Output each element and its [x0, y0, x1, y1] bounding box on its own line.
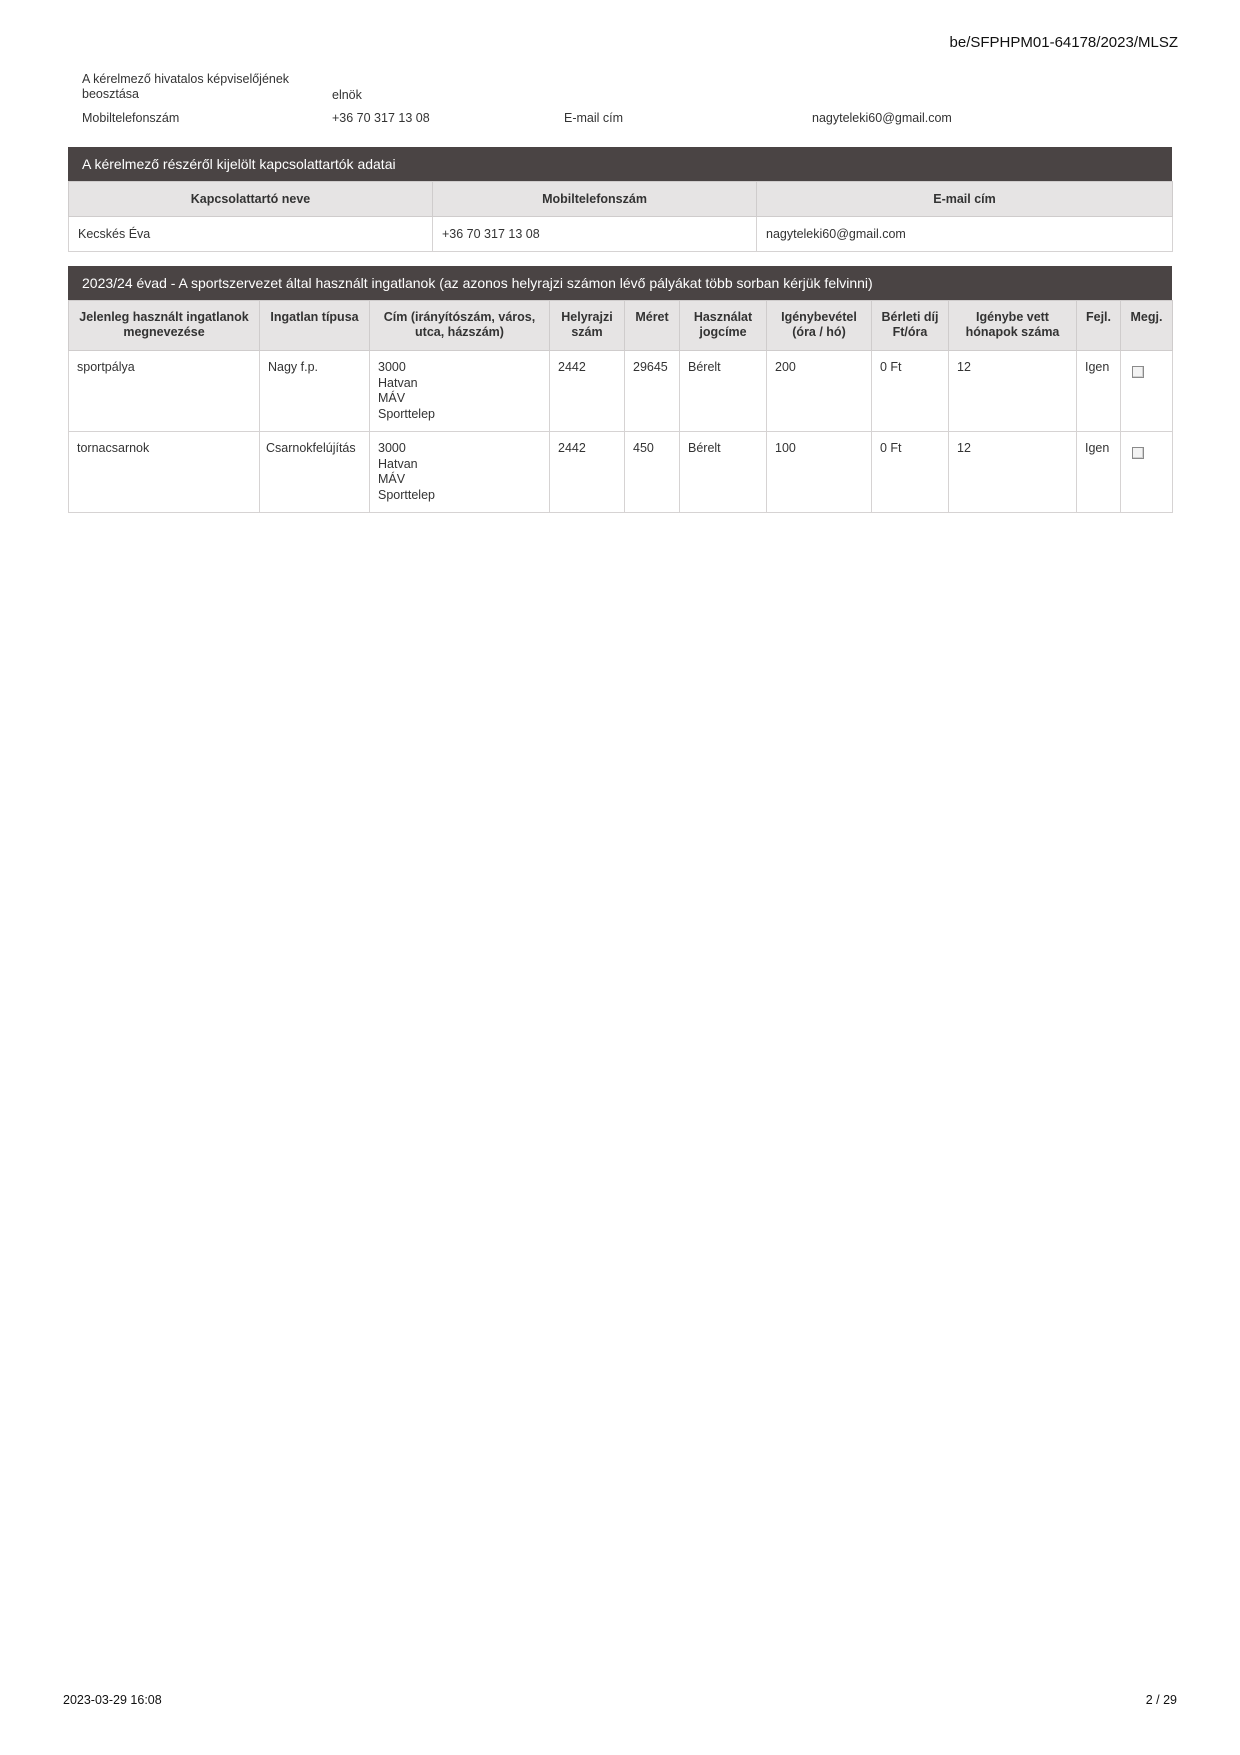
table-row — [69, 432, 1173, 513]
column-header: Méret — [625, 301, 680, 351]
address-line: Hatvan — [378, 375, 418, 390]
property-size: 450 — [625, 432, 680, 513]
contact-email: nagyteleki60@gmail.com — [757, 217, 1173, 252]
properties-section-title: 2023/24 évad - A sportszervezet által használt ingatlanok (az azonos helyrajzi számon lévő pályákat több sorban kérjük felvinni) — [68, 266, 1172, 300]
email-label: E-mail cím — [564, 111, 624, 125]
footer-timestamp: 2023-03-29 16:08 — [63, 1693, 162, 1707]
property-lot-number: 2442 — [550, 432, 625, 513]
properties-section — [68, 266, 1172, 513]
contacts-section — [68, 147, 1172, 252]
column-header: Használat jogcíme — [680, 301, 767, 351]
contacts-section-title: A kérelmező részéről kijelölt kapcsolattartók adatai — [68, 147, 1172, 181]
property-note — [1121, 351, 1173, 432]
contacts-table — [68, 181, 1173, 252]
property-size: 29645 — [625, 351, 680, 432]
property-note — [1121, 432, 1173, 513]
property-name: tornacsarnok — [69, 432, 260, 513]
note-checkbox[interactable] — [1132, 447, 1144, 459]
property-type: Csarnokfelújítás — [260, 432, 370, 513]
property-usage-title: Bérelt — [680, 432, 767, 513]
address-line: 3000 — [378, 360, 406, 374]
position-value: elnök — [332, 88, 362, 102]
address-line: Sporttelep — [378, 406, 435, 421]
property-address — [370, 432, 550, 513]
column-header: Fejl. — [1077, 301, 1121, 351]
property-development: Igen — [1077, 432, 1121, 513]
property-lot-number: 2442 — [550, 351, 625, 432]
column-header: Kapcsolattartó neve — [69, 182, 433, 217]
column-header: Cím (irányítószám, város, utca, házszám) — [370, 301, 550, 351]
mobile-value: +36 70 317 13 08 — [332, 111, 430, 125]
properties-header-row — [69, 301, 1173, 351]
column-header: Jelenleg használt ingatlanok megnevezése — [69, 301, 260, 351]
address-line: Hatvan — [378, 456, 418, 471]
document-reference: be/SFPHPM01-64178/2023/MLSZ — [949, 34, 1178, 51]
column-header: Igénybe vett hónapok száma — [949, 301, 1077, 351]
property-type: Nagy f.p. — [260, 351, 370, 432]
column-header: Igénybevétel (óra / hó) — [767, 301, 872, 351]
column-header: Ingatlan típusa — [260, 301, 370, 351]
table-row — [69, 217, 1173, 252]
property-months: 12 — [949, 432, 1077, 513]
mobile-label: Mobiltelefonszám — [82, 111, 180, 125]
contact-name: Kecskés Éva — [69, 217, 433, 252]
property-usage-title: Bérelt — [680, 351, 767, 432]
position-label: A kérelmező hivatalos képviselőjének beosztása — [82, 72, 290, 101]
contact-mobile: +36 70 317 13 08 — [433, 217, 757, 252]
email-value: nagyteleki60@gmail.com — [812, 111, 952, 125]
address-line: Sporttelep — [378, 487, 435, 502]
representative-info — [82, 68, 1172, 126]
property-rental-fee: 0 Ft — [872, 432, 949, 513]
property-months: 12 — [949, 351, 1077, 432]
properties-table — [68, 300, 1173, 513]
column-header: Megj. — [1121, 301, 1173, 351]
page-number: 2 / 29 — [1145, 1693, 1177, 1707]
contacts-header-row — [69, 182, 1173, 217]
property-address — [370, 351, 550, 432]
property-name: sportpálya — [69, 351, 260, 432]
column-header: E-mail cím — [757, 182, 1173, 217]
column-header: Bérleti díj Ft/óra — [872, 301, 949, 351]
address-line: MÁV — [378, 391, 406, 405]
property-usage-hours: 100 — [767, 432, 872, 513]
table-row — [69, 351, 1173, 432]
column-header: Mobiltelefonszám — [433, 182, 757, 217]
property-usage-hours: 200 — [767, 351, 872, 432]
column-header: Helyrajzi szám — [550, 301, 625, 351]
address-line: MÁV — [378, 472, 406, 486]
address-line: 3000 — [378, 441, 406, 455]
note-checkbox[interactable] — [1132, 366, 1144, 378]
property-development: Igen — [1077, 351, 1121, 432]
property-rental-fee: 0 Ft — [872, 351, 949, 432]
